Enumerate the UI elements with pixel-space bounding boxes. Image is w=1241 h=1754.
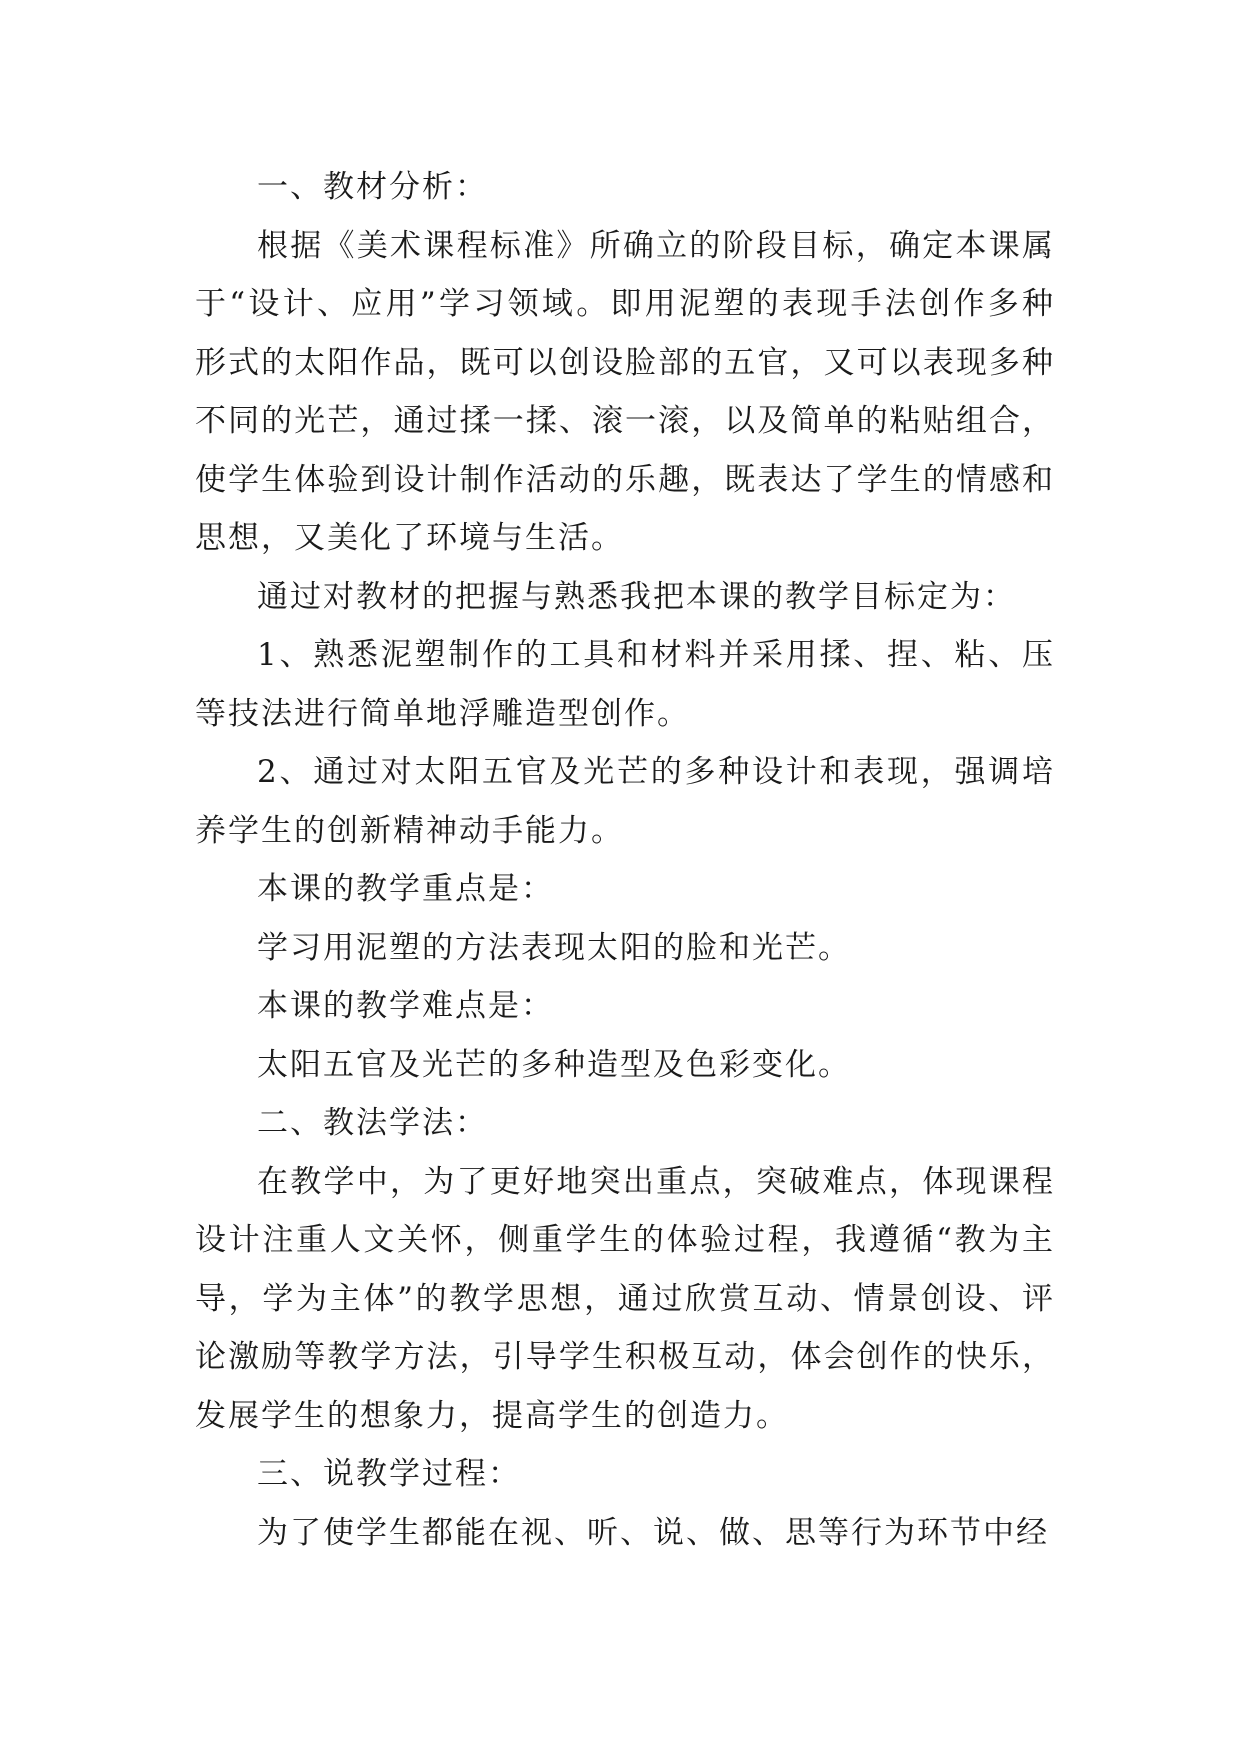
document-body — [195, 158, 1055, 1562]
paragraph-teaching-goals-intro: 通过对教材的把握与熟悉我把本课的教学目标定为： — [257, 578, 1016, 615]
paragraph-curriculum-standard: 根据《美术课程标准》所确立的阶段目标，确定本课属于“设计、应用”学习领域。即用泥塑的表现手法创作多种形式的太阳作品，既可以创设脸部的五官，又可以表现多种不同的光芒，通过揉一揉、滚一滚，以及简单的粘贴组合，使学生体验到设计制作活动的乐趣，既表达了学生的情感和思想，又美化了环境与生活。 — [195, 227, 1055, 556]
paragraph-teaching-methods: 在教学中，为了更好地突出重点，突破难点，体现课程设计注重人文关怀，侧重学生的体验过程，我遵循“教为主导，学为主体”的教学思想，通过欣赏互动、情景创设、评论激励等教学方法，引导学生积极互动，体会创作的快乐，发展学生的想象力，提高学生的创造力。 — [195, 1163, 1055, 1434]
paragraph-key-point: 学习用泥塑的方法表现太阳的脸和光芒。 — [257, 929, 851, 966]
label-difficult-point: 本课的教学难点是： — [257, 988, 554, 1024]
label-key-point: 本课的教学重点是： — [257, 871, 554, 907]
paragraph-difficult-point: 太阳五官及光芒的多种造型及色彩变化。 — [257, 1046, 851, 1083]
section-heading-teaching-methods: 二、教法学法： — [257, 1105, 488, 1141]
section-heading-textbook-analysis: 一、教材分析： — [257, 169, 488, 205]
paragraph-teaching-process: 为了使学生都能在视、听、说、做、思等行为环节中经 — [257, 1514, 1049, 1551]
list-item-goal-2: 2、通过对太阳五官及光芒的多种设计和表现，强调培养学生的创新精神动手能力。 — [195, 754, 1055, 849]
section-heading-teaching-process: 三、说教学过程： — [257, 1456, 521, 1492]
list-item-goal-1: 1、熟悉泥塑制作的工具和材料并采用揉、捏、粘、压等技法进行简单地浮雕造型创作。 — [195, 637, 1055, 732]
